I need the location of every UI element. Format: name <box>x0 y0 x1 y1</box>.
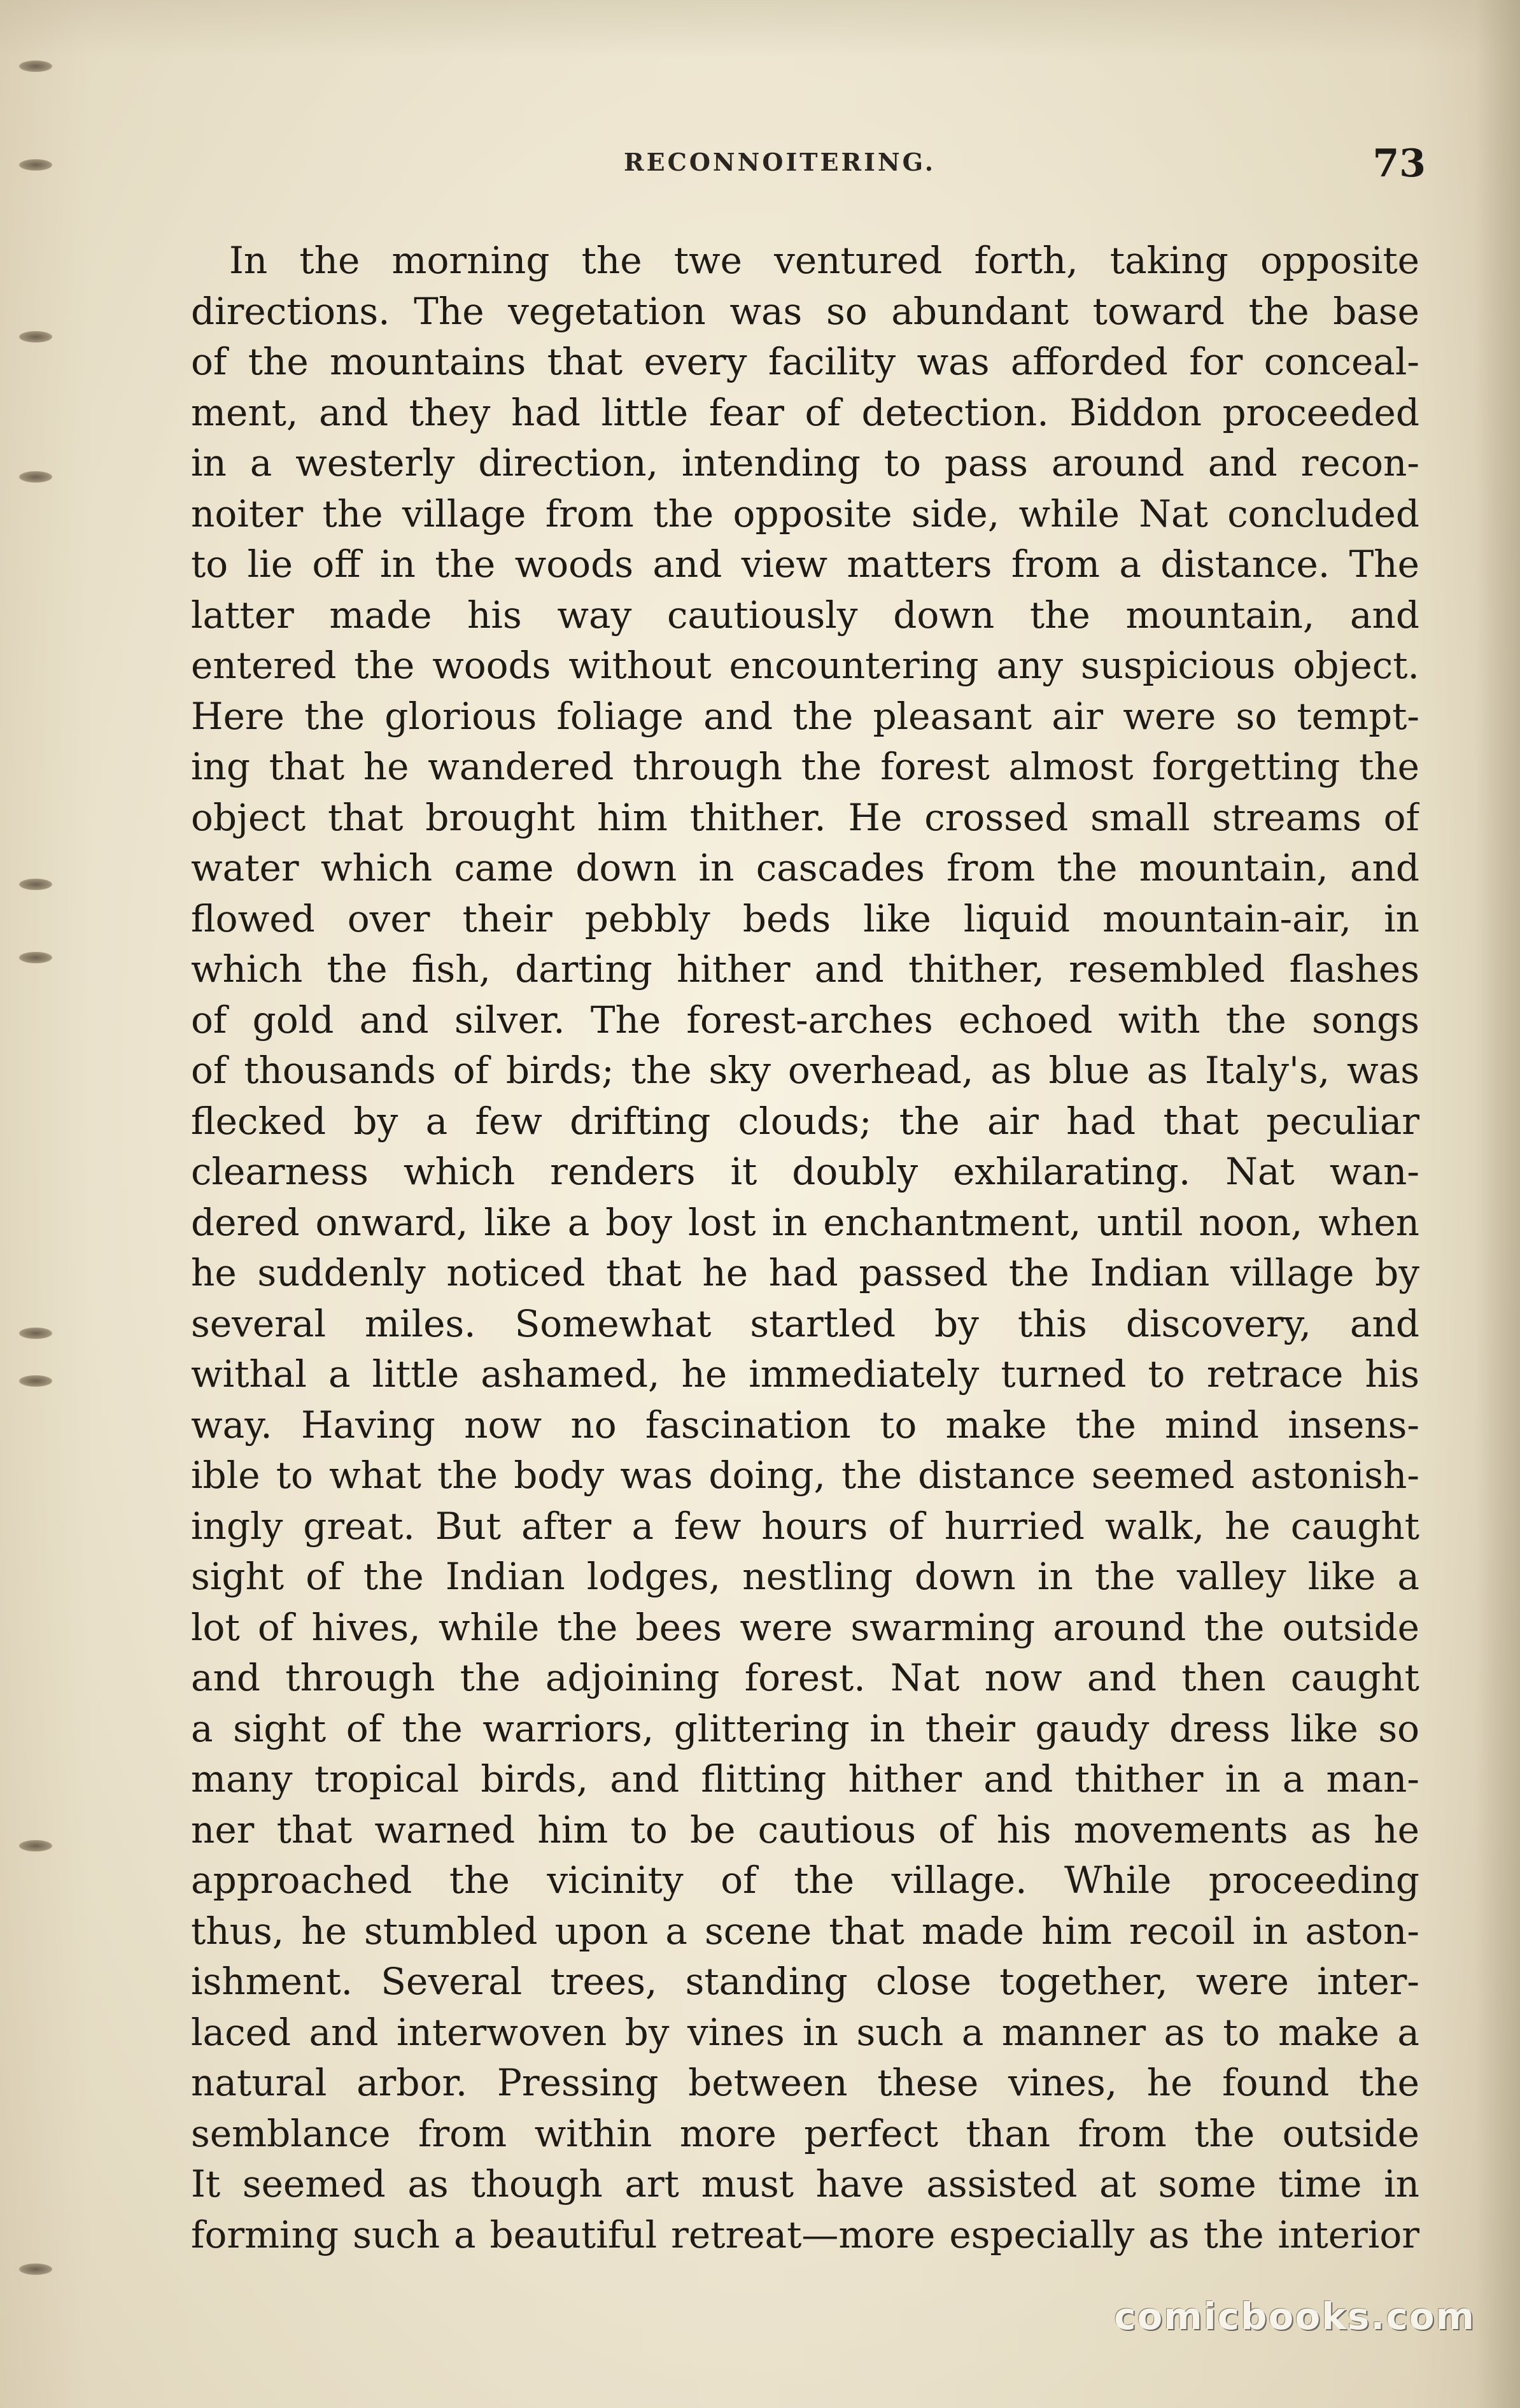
text-line: noiter the village from the opposite side, while Nat concluded <box>191 492 1419 535</box>
binding-hole-mark <box>19 331 52 343</box>
binding-hole-mark <box>19 879 52 890</box>
text-line: in a westerly direction, intending to pass around and recon- <box>191 441 1419 485</box>
text-line: entered the woods without encountering any suspicious object. <box>191 644 1419 687</box>
binding-hole-mark <box>19 952 52 963</box>
text-line: directions. The vegetation was so abundant toward the base <box>191 289 1419 333</box>
text-line: It seemed as though art must have assisted at some time in <box>191 2162 1419 2206</box>
text-line: of the mountains that every facility was afforded for conceal- <box>191 340 1419 383</box>
text-line: ner that warned him to be cautious of his movements as he <box>191 1808 1419 1852</box>
body-text <box>191 236 1419 2260</box>
text-line: he suddenly noticed that he had passed the Indian village by <box>191 1251 1419 1294</box>
binding-hole-mark <box>19 1375 52 1387</box>
text-line: to lie off in the woods and view matters from a distance. The <box>191 542 1419 586</box>
text-line: ingly great. But after a few hours of hurried walk, he caught <box>191 1504 1419 1548</box>
binding-hole-mark <box>19 471 52 483</box>
text-line: approached the vicinity of the village. While proceeding <box>191 1859 1419 1902</box>
binding-hole-mark <box>19 2263 52 2275</box>
text-line: several miles. Somewhat startled by this discovery, and <box>191 1301 1419 1345</box>
text-line: ible to what the body was doing, the distance seemed astonish- <box>191 1454 1419 1497</box>
text-line: In the morning the twe ventured forth, taking opposite <box>229 239 1419 282</box>
text-line: and through the adjoining forest. Nat now and then caught <box>191 1656 1419 1699</box>
text-line: dered onward, like a boy lost in enchantment, until noon, when <box>191 1200 1419 1244</box>
text-line: of gold and silver. The forest-arches echoed with the songs <box>191 998 1419 1042</box>
watermark: comicbooks.com <box>1114 2295 1475 2338</box>
binding-hole-mark <box>19 1840 52 1852</box>
text-line: of thousands of birds; the sky overhead, as blue as Italy's, was <box>191 1049 1419 1092</box>
text-line: natural arbor. Pressing between these vines, he found the <box>191 2061 1419 2104</box>
text-line: Here the glorious foliage and the pleasant air were so tempt- <box>191 694 1419 738</box>
text-line: latter made his way cautiously down the mountain, and <box>191 593 1419 637</box>
text-line: ment, and they had little fear of detection. Biddon proceeded <box>191 390 1419 434</box>
text-line: withal a little ashamed, he immediately turned to retrace his <box>191 1352 1419 1396</box>
text-line: ing that he wandered through the forest almost forgetting the <box>191 745 1419 788</box>
binding-hole-mark <box>19 60 52 72</box>
page-number: 73 <box>1372 141 1426 186</box>
text-line: forming such a beautiful retreat—more especially as the interior <box>191 2213 1419 2256</box>
text-line: sight of the Indian lodges, nestling down in the valley like a <box>191 1555 1419 1598</box>
text-line: ishment. Several trees, standing close together, were inter- <box>191 1960 1419 2003</box>
text-line: a sight of the warriors, glittering in their gaudy dress like so <box>191 1706 1419 1750</box>
page-shadow-top <box>0 0 1520 57</box>
text-line: clearness which renders it doubly exhilarating. Nat wan- <box>191 1150 1419 1193</box>
text-line: lot of hives, while the bees were swarming around the outside <box>191 1605 1419 1649</box>
text-line: laced and interwoven by vines in such a manner as to make a <box>191 2010 1419 2054</box>
binding-hole-mark <box>19 1328 52 1339</box>
text-line: object that brought him thither. He crossed small streams of <box>191 795 1419 839</box>
page-spine-shadow <box>1475 0 1520 2408</box>
text-line: flecked by a few drifting clouds; the air had that peculiar <box>191 1099 1419 1143</box>
text-line: which the fish, darting hither and thither, resembled flashes <box>191 947 1419 991</box>
running-head: RECONNOITERING. <box>624 148 936 176</box>
text-line: way. Having now no fascination to make the mind insens- <box>191 1403 1419 1447</box>
text-line: flowed over their pebbly beds like liquid mountain-air, in <box>191 896 1419 940</box>
text-line: many tropical birds, and flitting hither and thither in a man- <box>191 1757 1419 1801</box>
binding-hole-mark <box>19 159 52 171</box>
text-line: thus, he stumbled upon a scene that made him recoil in aston- <box>191 1909 1419 1953</box>
text-line: water which came down in cascades from the mountain, and <box>191 846 1419 889</box>
text-line: semblance from within more perfect than from the outside <box>191 2111 1419 2155</box>
page-header <box>185 141 1426 192</box>
